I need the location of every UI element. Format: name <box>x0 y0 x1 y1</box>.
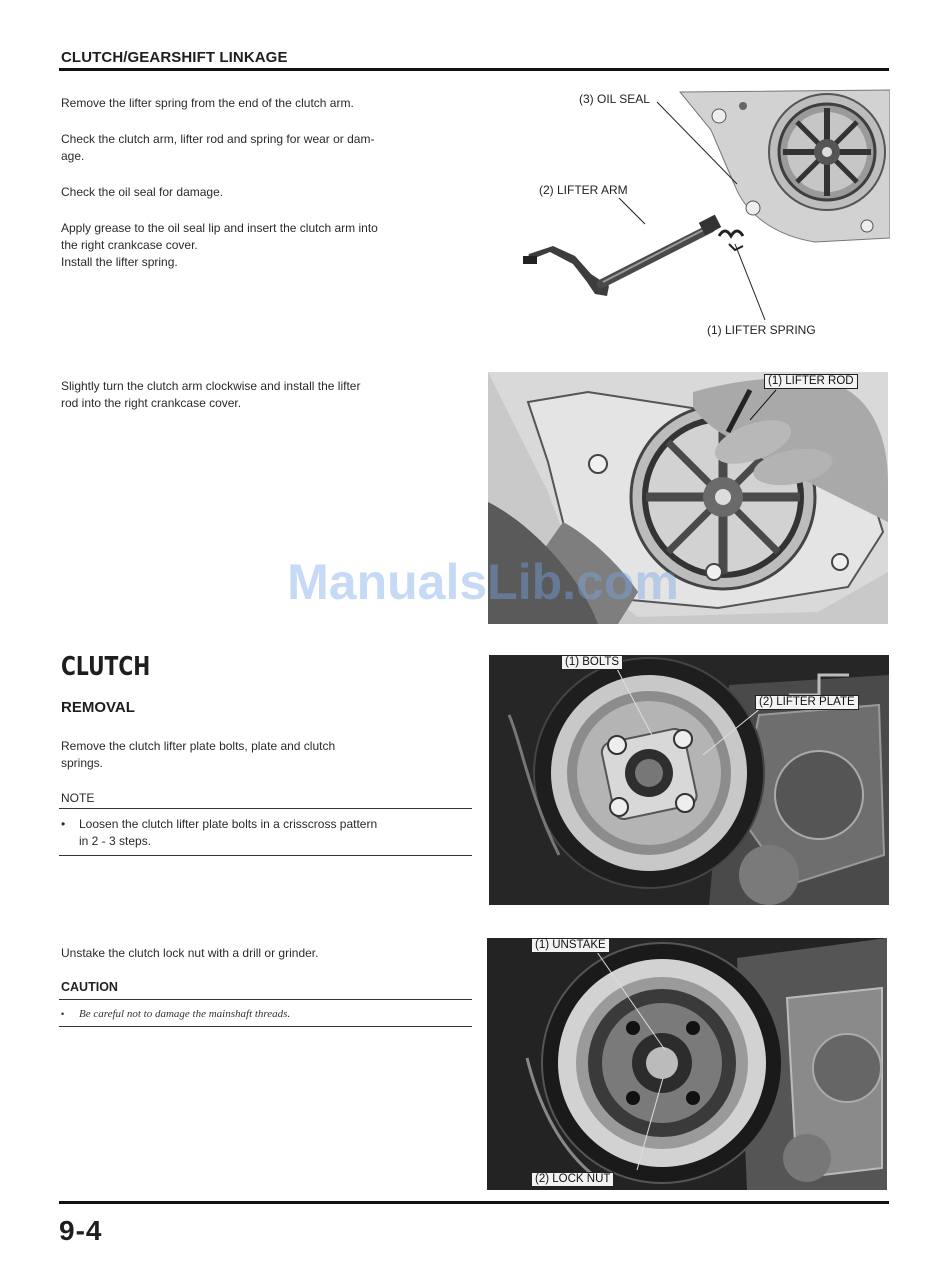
caution-bullet: • <box>61 1009 65 1019</box>
linkage-step-4 <box>61 220 378 271</box>
figure-lifter-arm <box>515 86 890 344</box>
linkage-step-4-line-2: the right crankcase cover. <box>61 238 198 252</box>
caution-rule-top <box>59 999 472 1000</box>
note-rule-top <box>59 808 472 809</box>
label-lifter-spring: (1) LIFTER SPRING <box>707 323 816 337</box>
lifter-plate-photo-illustration <box>489 655 889 905</box>
label-lifter-plate: (2) LIFTER PLATE <box>755 695 859 710</box>
figure-lock-nut-photo <box>487 938 887 1190</box>
page-number: 9-4 <box>59 1215 103 1246</box>
figure-lifter-arm-illustration <box>515 86 890 344</box>
note-bullet: • <box>61 817 66 831</box>
note-label: NOTE <box>61 791 95 805</box>
removal-step-1-line-2: springs. <box>61 756 104 770</box>
linkage-step-2-line-1: Check the clutch arm, lifter rod and spring for wear or dam- <box>61 132 375 146</box>
header-rule <box>59 68 889 71</box>
linkage-step-4-line-1: Apply grease to the oil seal lip and insert the clutch arm into <box>61 221 378 235</box>
note-rule-bottom <box>59 855 472 856</box>
caution-rule-bottom <box>59 1026 472 1027</box>
caution-text: Be careful not to damage the mainshaft threads. <box>79 1008 291 1020</box>
label-unstake: (1) UNSTAKE <box>531 938 610 953</box>
label-bolts: (1) BOLTS <box>561 655 623 670</box>
removal-step-2: Unstake the clutch lock nut with a drill or grinder. <box>61 946 319 960</box>
caution-item <box>61 1006 473 1024</box>
linkage-step-5-line-1: Slightly turn the clutch arm clockwise and install the lifter <box>61 379 361 393</box>
linkage-step-2-line-2: age. <box>61 149 85 163</box>
note-item <box>61 816 473 852</box>
lock-nut-photo-illustration <box>487 938 887 1190</box>
removal-step-1-line-1: Remove the clutch lifter plate bolts, plate and clutch <box>61 739 336 753</box>
linkage-step-4-line-3: Install the lifter spring. <box>61 255 178 269</box>
linkage-step-5-line-2: rod into the right crankcase cover. <box>61 396 242 410</box>
footer-rule <box>59 1201 889 1204</box>
watermark <box>0 553 950 611</box>
figure-lifter-plate-photo <box>489 655 889 905</box>
watermark-text: ManualsLib.com <box>287 554 679 610</box>
label-lock-nut: (2) LOCK NUT <box>531 1172 614 1187</box>
linkage-step-5 <box>61 378 360 412</box>
removal-step-1 <box>61 738 335 772</box>
page-header-title: CLUTCH/GEARSHIFT LINKAGE <box>61 49 288 66</box>
label-lifter-rod: (1) LIFTER ROD <box>764 374 858 389</box>
section-title-clutch: CLUTCH <box>61 652 151 682</box>
note-text-line-2: in 2 - 3 steps. <box>79 834 152 848</box>
caution-label: CAUTION <box>61 980 118 994</box>
linkage-step-1: Remove the lifter spring from the end of the clutch arm. <box>61 96 354 110</box>
label-oil-seal: (3) OIL SEAL <box>579 92 650 106</box>
subsection-removal: REMOVAL <box>61 699 135 716</box>
note-text <box>79 816 377 850</box>
note-text-line-1: Loosen the clutch lifter plate bolts in a crisscross pattern <box>79 817 378 831</box>
linkage-step-3: Check the oil seal for damage. <box>61 185 224 199</box>
linkage-step-2 <box>61 131 374 165</box>
label-lifter-arm: (2) LIFTER ARM <box>539 183 628 197</box>
